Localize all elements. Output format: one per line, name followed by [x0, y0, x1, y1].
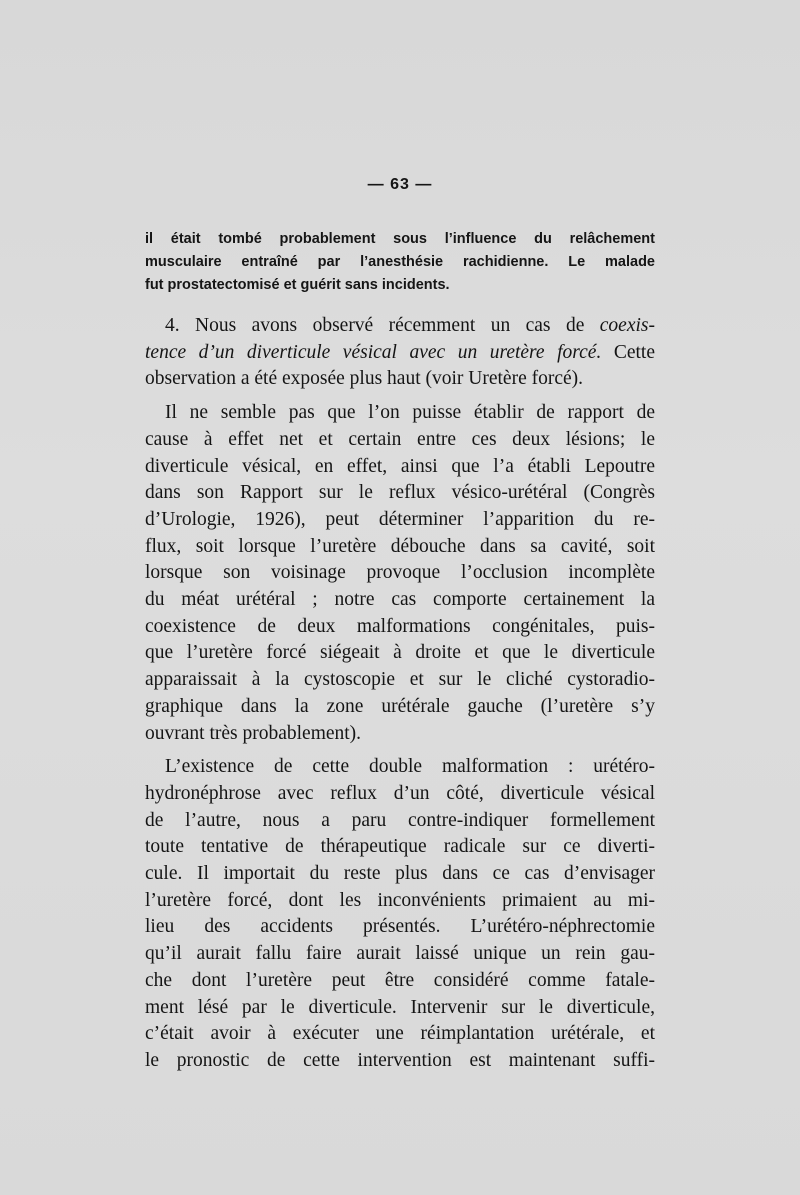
text-line: c’était avoir à exécuter une réimplantation urétérale, et [145, 1023, 655, 1045]
text-line: d’Urologie, 1926), peut déterminer l’apparition du re- [145, 508, 655, 530]
text-line: coexistence de deux malformations congénitales, puis- [145, 615, 655, 637]
section-4-paragraph [145, 313, 655, 393]
text-line: observation a été exposée plus haut (voir Uretère forcé). [145, 368, 584, 390]
text-line: cule. Il importait du reste plus dans ce cas d’envisager [145, 863, 655, 885]
text-line: cause à effet net et certain entre ces deux lésions; le [145, 428, 655, 450]
text-line: diverticule vésical, en effet, ainsi que l’a établi Lepoutre [145, 455, 655, 477]
text-line [145, 340, 655, 367]
text-line: L’existence de cette double malformation : urétéro- [165, 756, 655, 778]
text-line: de l’autre, nous a paru contre-indiquer formellement [145, 809, 655, 831]
text-line: hydronéphrose avec reflux d’un côté, diverticule vésical [145, 782, 655, 804]
text-line: qu’il aurait fallu faire aurait laissé unique un rein gau- [145, 943, 655, 965]
text-line: que l’uretère forcé siégeait à droite et que le diverticule [145, 642, 655, 664]
paragraph-malformation [145, 754, 655, 1074]
text-line: l’uretère forcé, dont les inconvénients primaient au mi- [145, 889, 655, 911]
text-line: le pronostic de cette intervention est maintenant suffi- [145, 1049, 655, 1071]
text-line: il était tombé probablement sous l’influence du relâchement [145, 231, 655, 247]
text-line: lorsque son voisinage provoque l’occlusion incomplète [145, 562, 655, 584]
text-line: graphique dans la zone urétérale gauche (l’uretère s’y [145, 695, 655, 717]
text-line: dans son Rapport sur le reflux vésico-urétéral (Congrès [145, 482, 655, 504]
text-line: flux, soit lorsque l’uretère débouche dans sa cavité, soit [145, 535, 655, 557]
text-segment: 4. Nous avons observé récemment un cas de [165, 315, 600, 336]
paragraph-causality [145, 400, 655, 747]
text-line: ouvrant très probablement). [145, 722, 362, 744]
text-line [145, 313, 655, 340]
text-line: fut prostatectomisé et guérit sans incidents. [145, 277, 450, 293]
text-line: toute tentative de thérapeutique radicale sur ce diverti- [145, 836, 655, 858]
text-line: ment lésé par le diverticule. Intervenir sur le diverticule, [145, 996, 655, 1018]
italic-segment: tence d’un diverticule vésical avec un uretère forcé. [145, 341, 602, 363]
text-line: musculaire entraîné par l’anesthésie rachidienne. Le malade [145, 254, 655, 270]
italic-segment: coexis- [599, 315, 655, 336]
main-text [145, 313, 655, 1075]
text-line: lieu des accidents présentés. L’urétéro-néphrectomie [145, 916, 655, 938]
continuation-paragraph [145, 228, 655, 297]
text-segment: Cette [601, 341, 655, 363]
text-line: Il ne semble pas que l’on puisse établir de rapport de [165, 402, 655, 424]
page-number: — 63 — [367, 176, 433, 193]
text-line: du méat urétéral ; notre cas comporte certainement la [145, 589, 655, 611]
text-line: che dont l’uretère peut être considéré comme fatale- [145, 969, 655, 991]
text-line: apparaissait à la cystoscopie et sur le cliché cystoradio- [145, 669, 655, 691]
